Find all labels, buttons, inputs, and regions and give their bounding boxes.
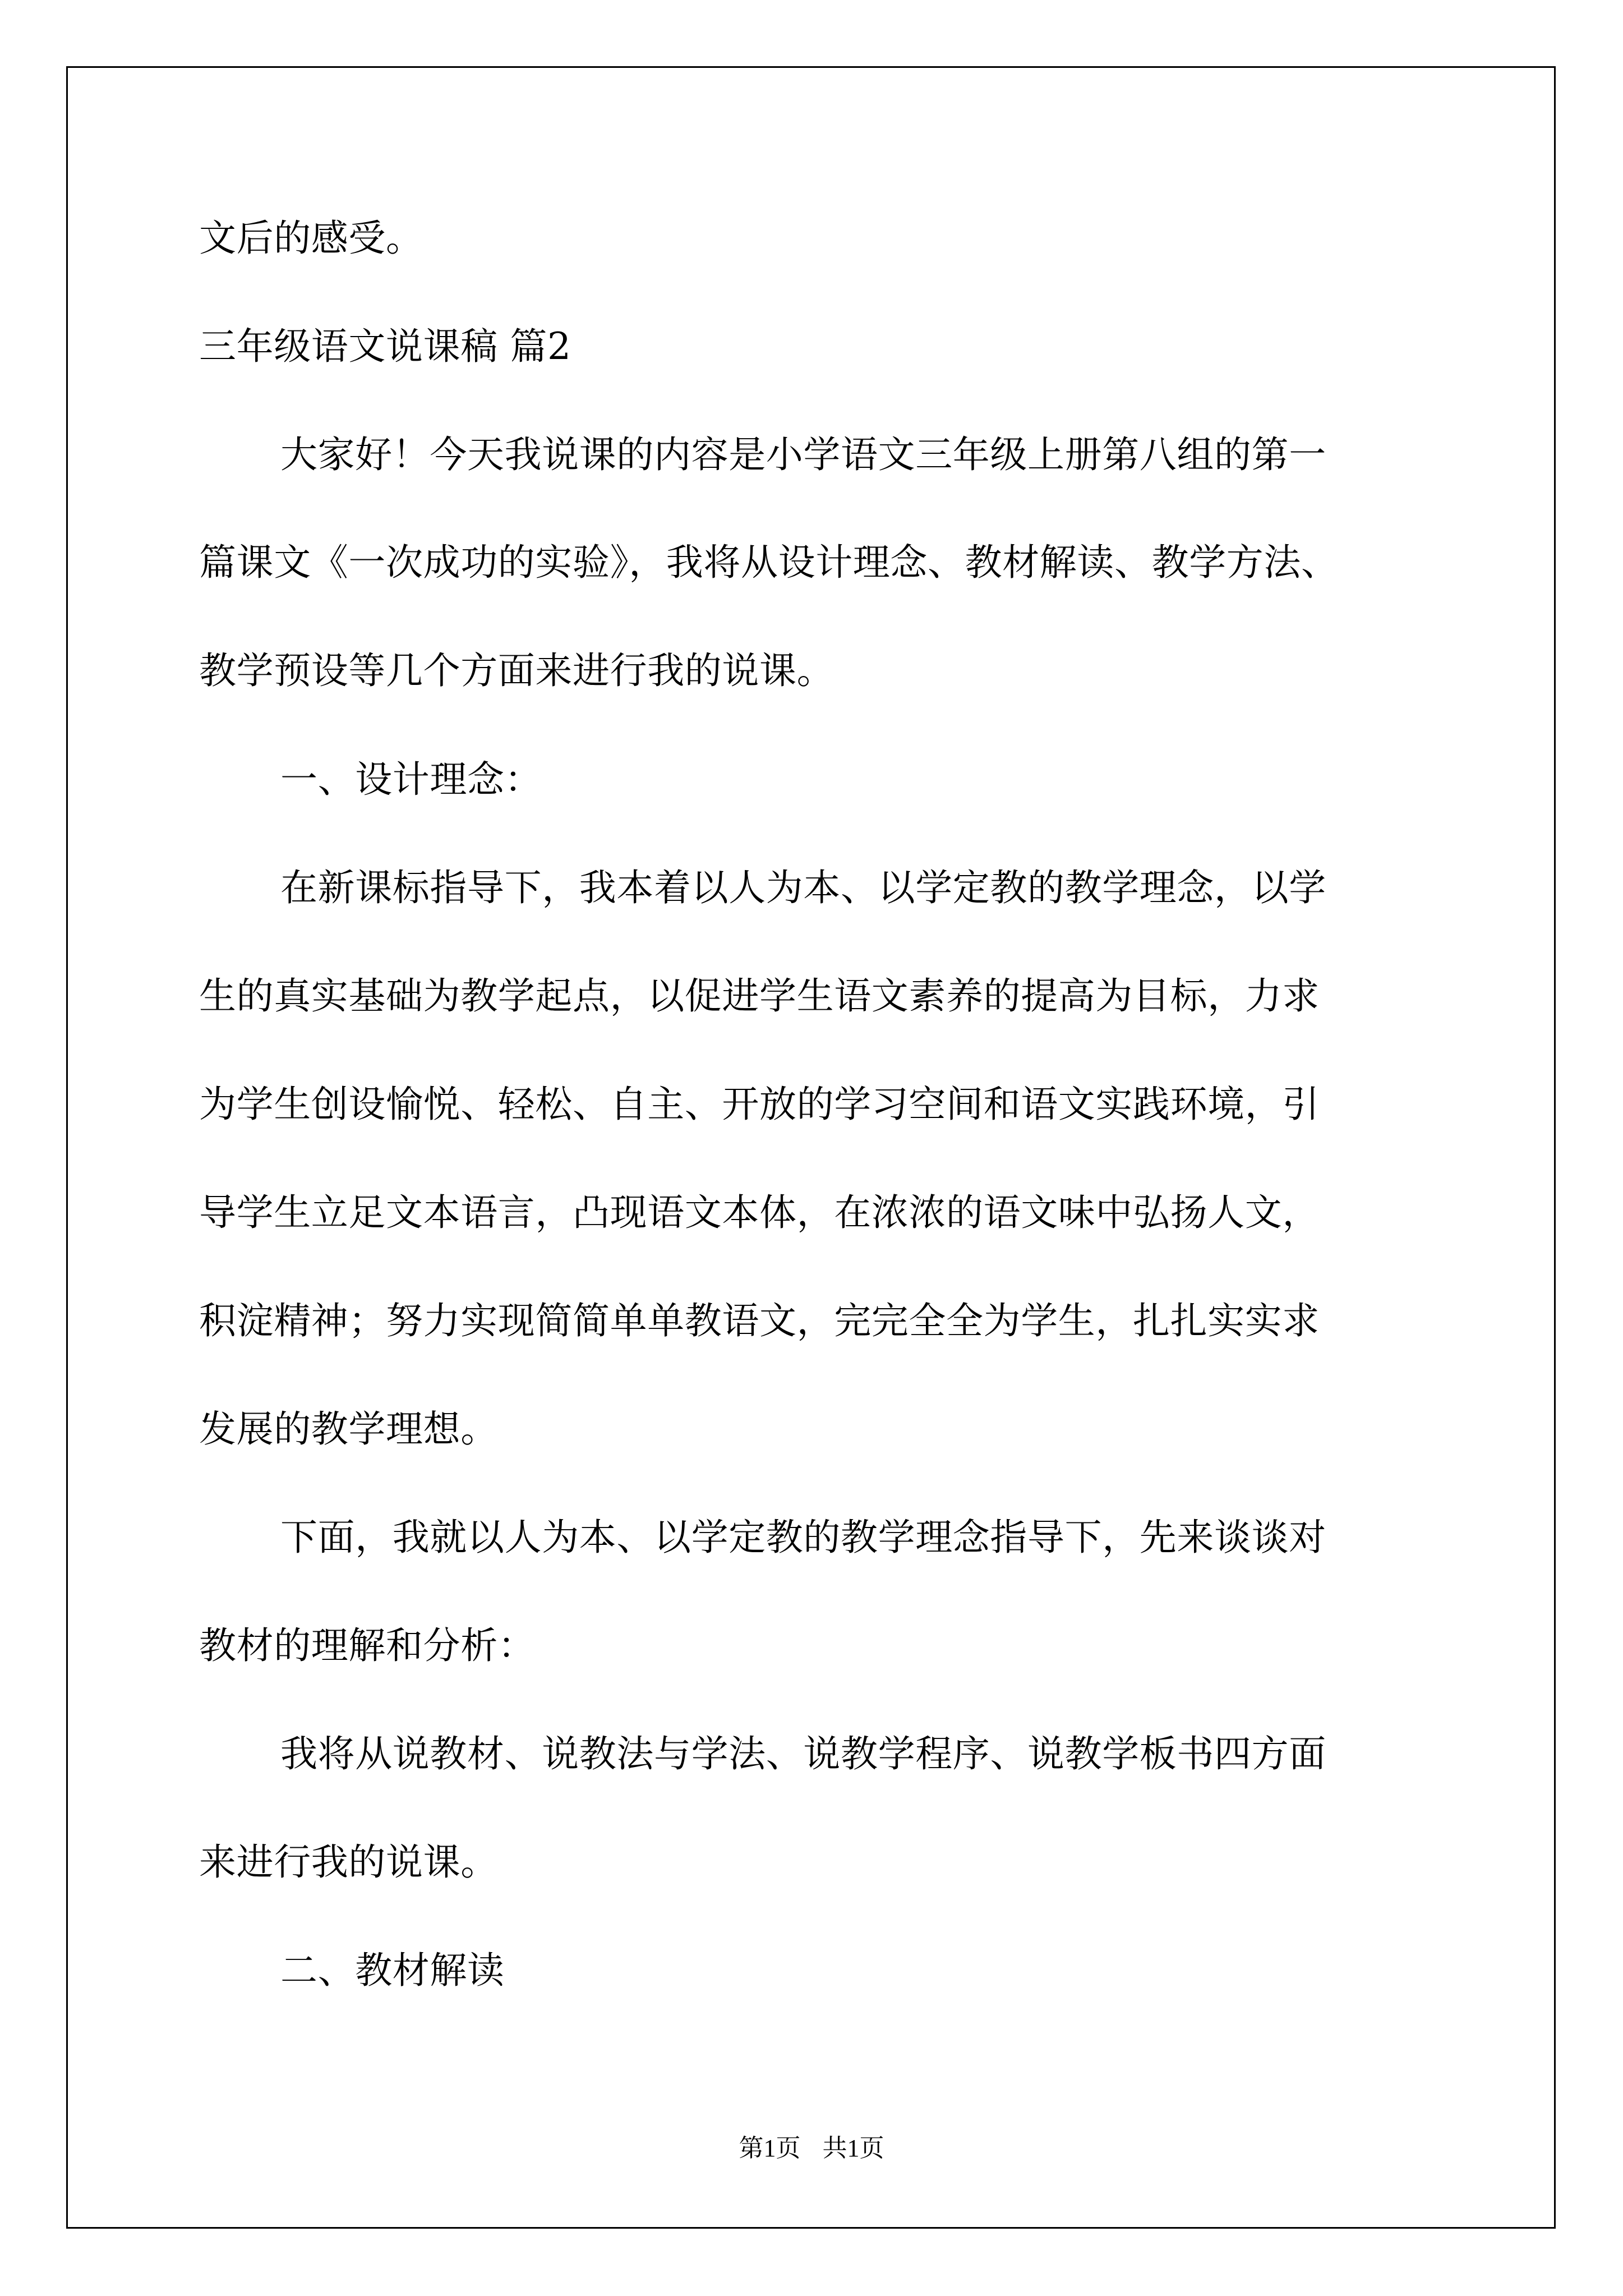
- page-footer: [0, 2136, 1623, 2161]
- paragraph-line: 来进行我的说课。: [199, 1841, 498, 1884]
- text-line: 文后的感受。: [199, 217, 423, 260]
- subheading-design-concept: 一、设计理念：: [280, 758, 542, 801]
- paragraph-line: 教材的理解和分析：: [199, 1624, 536, 1667]
- paragraph-line: 生的真实基础为教学起点，以促进学生语文素养的提高为目标，力求: [199, 974, 1320, 1018]
- paragraph-line: 发展的教学理想。: [199, 1407, 498, 1451]
- paragraph-line: 教学预设等几个方面来进行我的说课。: [199, 649, 834, 692]
- page-border: [66, 66, 1556, 2229]
- page-number-current: 第1页: [739, 2134, 801, 2162]
- paragraph-line: 我将从说教材、说教法与学法、说教学程序、说教学板书四方面: [280, 1732, 1326, 1775]
- page-number-total: 共1页: [822, 2134, 884, 2162]
- paragraph-line: 为学生创设愉悦、轻松、自主、开放的学习空间和语文实践环境，引: [199, 1083, 1320, 1126]
- paragraph-line: 大家好！今天我说课的内容是小学语文三年级上册第八组的第一: [280, 433, 1326, 476]
- paragraph-line: 在新课标指导下，我本着以人为本、以学定教的教学理念，以学: [280, 866, 1326, 909]
- section-heading: 三年级语文说课稿 篇2: [199, 325, 571, 368]
- paragraph-line: 积淀精神；努力实现简简单单教语文，完完全全为学生，扎扎实实求: [199, 1299, 1320, 1342]
- subheading-textbook-reading: 二、教材解读: [280, 1949, 505, 1992]
- paragraph-line: 导学生立足文本语言，凸现语文本体，在浓浓的语文味中弘扬人文，: [199, 1191, 1320, 1234]
- paragraph-line: 下面，我就以人为本、以学定教的教学理念指导下，先来谈谈对: [280, 1516, 1326, 1559]
- paragraph-line: 篇课文《一次成功的实验》，我将从设计理念、教材解读、教学方法、: [199, 541, 1339, 584]
